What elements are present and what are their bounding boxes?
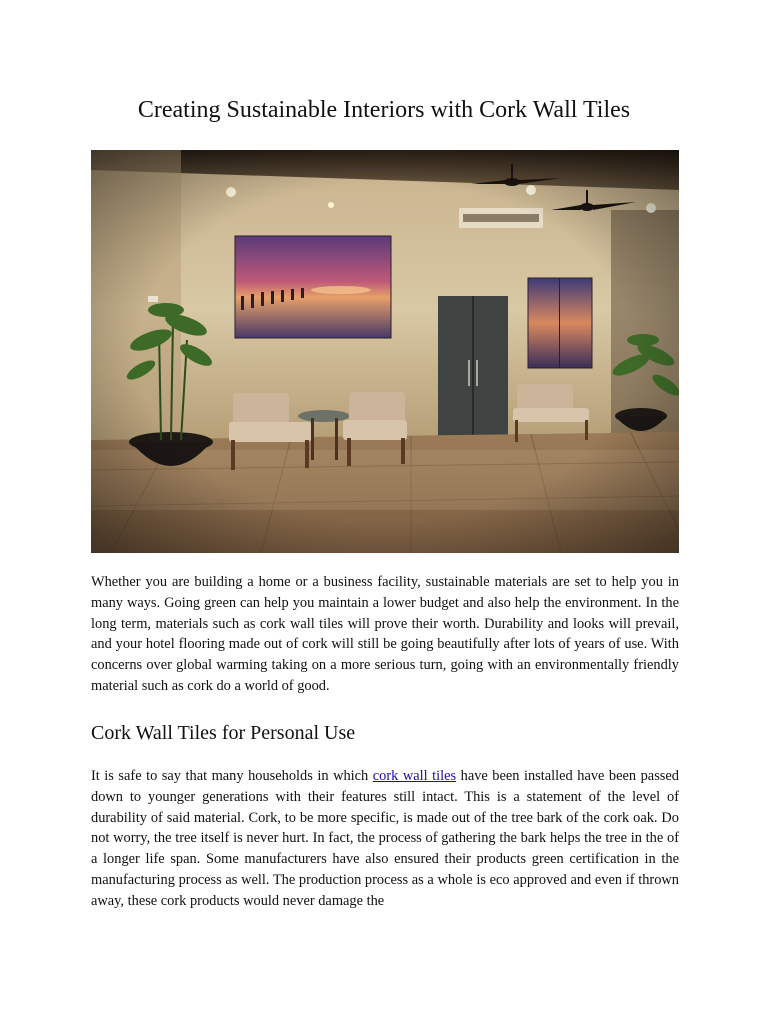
body-paragraph bbox=[91, 766, 679, 912]
cork-wall-tiles-link[interactable]: cork wall tiles bbox=[372, 768, 457, 784]
intro-paragraph: Whether you are building a home or a business facility, sustainable materials are set to help you in many ways. Going green can help you maintain a lower budget and also help the environment. In the long term, materials such as cork wall tiles will prove their worth. Durability and looks will prevail, and your hotel flooring made out of cork will still be going beautifully after lots of years of use. With concerns over global warming taking on a more serious turn, going with an environmentally friendly material such as cork do a world of good. bbox=[91, 574, 679, 694]
section-heading: Cork Wall Tiles for Personal Use bbox=[91, 722, 356, 744]
lobby-photo bbox=[91, 150, 679, 553]
paragraph-text-before-link: It is safe to say that many households in which bbox=[91, 768, 373, 784]
document-title: Creating Sustainable Interiors with Cork Wall Tiles bbox=[137, 97, 631, 123]
paragraph-text-after-link: have been installed have been passed down to younger generations with their features still intact. This is a statement of the level of durability of said material. Cork, to be more specific, is made out of the tree bark of the cork oak. Do not worry, the tree itself is never hurt. In fact, the process of gathering the bark helps the tree in the of a longer life span. Some manufacturers have also ensured their products green certification in the manufacturing process as well. The production process as a whole is eco approved and even if thrown away, these cork products would never damage the bbox=[91, 768, 679, 909]
